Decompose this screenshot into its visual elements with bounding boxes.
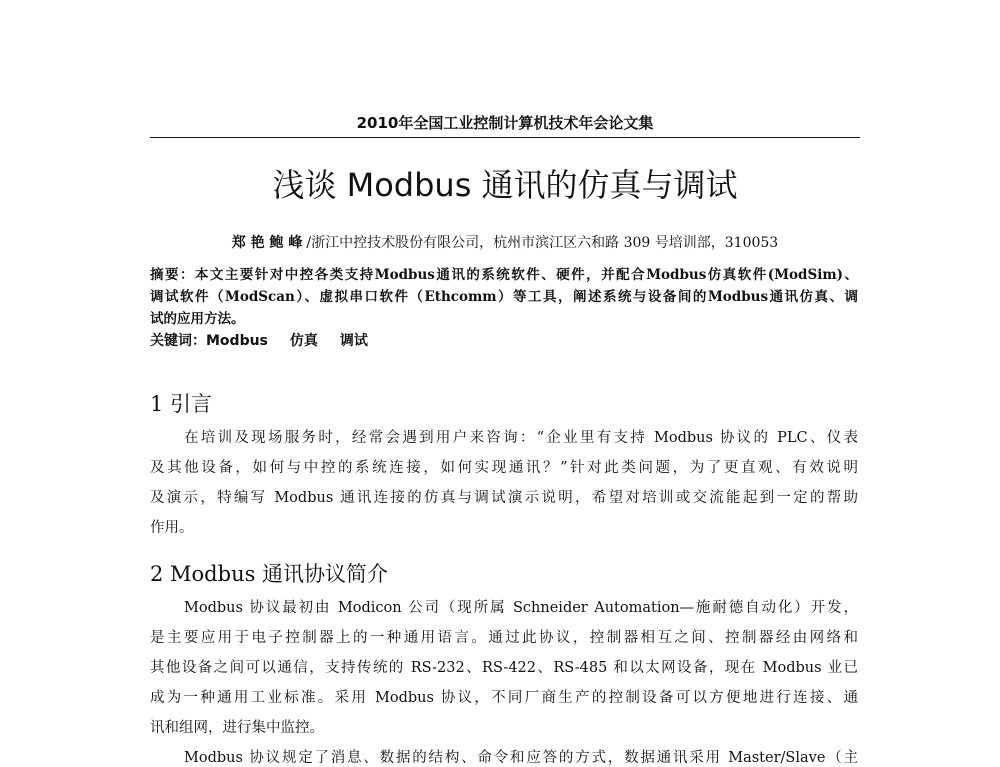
- body-line: 及演示，特编写 Modbus 通讯连接的仿真与调试演示说明，希望对培训或交流能起到一定的帮助: [150, 490, 858, 506]
- keywords-label: 关键词：: [150, 333, 206, 349]
- body-line: 其他设备之间可以通信，支持传统的 RS-232、RS-422、RS-485 和以太网设备，现在 Modbus 业已: [150, 660, 858, 676]
- body-line: 及其他设备，如何与中控的系统连接，如何实现通讯？”针对此类问题，为了更直观、有效说明: [150, 460, 858, 476]
- keyword: 仿真: [289, 333, 318, 349]
- body-line: 是主要应用于电子控制器上的一种通用语言。通过此协议，控制器相互之间、控制器经由网络和: [150, 630, 858, 646]
- proceedings-header: 2010年全国工业控制计算机技术年会论文集: [356, 114, 654, 132]
- body-line: 在培训及现场服务时，经常会遇到用户来咨询：“企业里有支持 Modbus 协议的 PLC、仪表: [184, 430, 858, 446]
- body-line: 讯和组网，进行集中监控。: [150, 720, 324, 736]
- keyword: Modbus: [206, 333, 268, 349]
- abstract-line: 摘要：本文主要针对中控各类支持Modbus通讯的系统软件、硬件，并配合Modbus仿真软件(ModSim)、: [150, 267, 858, 283]
- keywords: [150, 330, 858, 350]
- author-affiliation: /浙江中控技术股份有限公司，杭州市滨江区六和路 309 号培训部，310053: [306, 235, 779, 251]
- header-rule: [150, 137, 860, 138]
- section-heading: 2 Modbus 通讯协议简介: [150, 562, 389, 586]
- keyword: 调试: [339, 333, 368, 349]
- body-line: Modbus 协议规定了消息、数据的结构、命令和应答的方式，数据通讯采用 Master/Slave（主: [184, 750, 858, 766]
- section-heading: 1 引言: [150, 392, 213, 416]
- body-line: Modbus 协议最初由 Modicon 公司（现所属 Schneider Automation—施耐德自动化）开发，: [184, 600, 858, 616]
- body-line: 成为一种通用工业标准。采用 Modbus 协议，不同厂商生产的控制设备可以方便地进行连接、通: [150, 690, 858, 706]
- body-line: 作用。: [150, 520, 194, 536]
- abstract-line: 调试软件（ModScan）、虚拟串口软件（Ethcomm）等工具，阐述系统与设备间的Modbus通讯仿真、调: [150, 289, 858, 305]
- authors-line: [150, 232, 860, 252]
- abstract-line: 试的应用方法。: [150, 311, 245, 327]
- paper-title: 浅谈 Modbus 通讯的仿真与调试: [272, 166, 738, 204]
- author-names: 郑 艳 鲍 峰: [231, 235, 303, 251]
